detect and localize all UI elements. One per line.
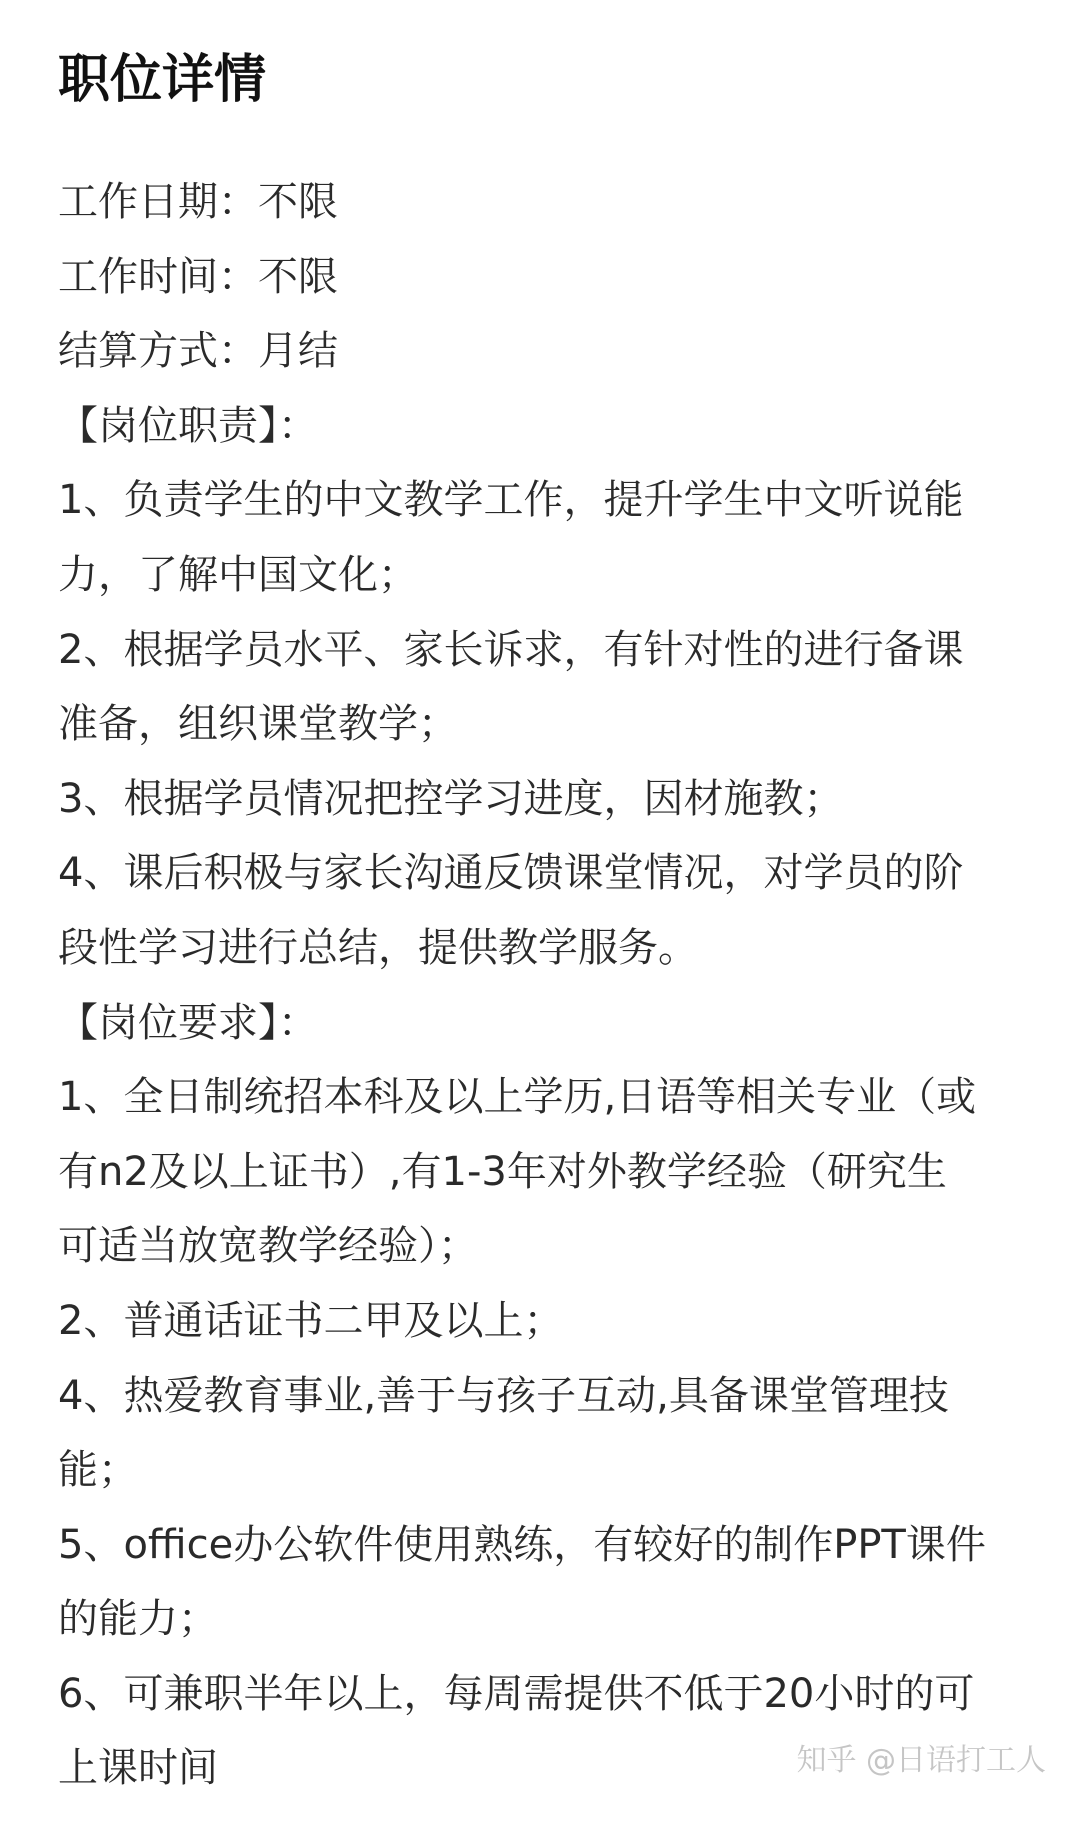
text-line: 4、课后积极与家长沟通反馈课堂情况，对学员的阶: [58, 850, 964, 897]
text-line: 有n2及以上证书）,有1-3年对外教学经验（研究生: [58, 1148, 947, 1195]
text-line: 的能力；: [58, 1596, 218, 1643]
text-line: 能；: [58, 1447, 138, 1494]
text-line: 6、可兼职半年以上，每周需提供不低于20小时的可: [58, 1670, 975, 1717]
text-line: 3、根据学员情况把控学习进度，因材施教；: [58, 775, 844, 822]
text-line: 可适当放宽教学经验）；: [58, 1223, 478, 1270]
job-description: [58, 165, 1028, 1806]
text-line: 工作时间：不限: [58, 253, 338, 300]
text-line: 5、office办公软件使用熟练，有较好的制作PPT课件: [58, 1521, 986, 1568]
text-line: 力，了解中国文化；: [58, 551, 418, 598]
section-heading-duties: 【岗位职责】：: [58, 402, 318, 449]
text-line: 工作日期：不限: [58, 179, 338, 225]
text-line: 4、热爱教育事业,善于与孩子互动,具备课堂管理技: [58, 1372, 949, 1419]
text-line: 段性学习进行总结，提供教学服务。: [58, 924, 698, 971]
watermark: 知乎 @日语打工人: [796, 1743, 1046, 1778]
text-line: 2、根据学员水平、家长诉求，有针对性的进行备课: [58, 626, 964, 673]
text-line: 1、负责学生的中文教学工作，提升学生中文听说能: [58, 477, 964, 524]
page-title: 职位详情: [58, 50, 267, 110]
section-heading-requirements: 【岗位要求】：: [58, 999, 318, 1046]
text-line: 上课时间: [58, 1745, 218, 1792]
text-line: 2、普通话证书二甲及以上；: [58, 1297, 564, 1344]
text-line: 1、全日制统招本科及以上学历,日语等相关专业（或: [58, 1074, 977, 1121]
text-line: 结算方式：月结: [58, 328, 338, 375]
text-line: 准备，组织课堂教学；: [58, 701, 458, 748]
